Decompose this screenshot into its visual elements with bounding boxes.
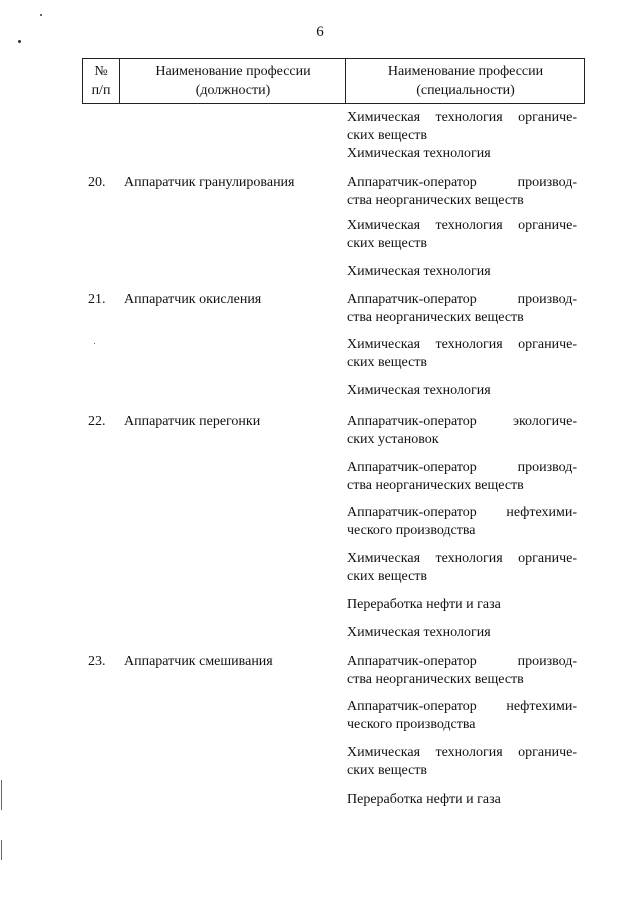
specialty-line: ческого производства (347, 523, 476, 538)
page-number: 6 (316, 24, 324, 40)
specialty-line: Аппаратчик-оператор производ- (347, 175, 577, 190)
specialty-line: ства неорганических веществ (347, 193, 524, 208)
specialty-line: Переработка нефти и газа (347, 792, 501, 807)
specialty-line: Химическая технология органиче- (347, 551, 577, 566)
scan-speck (40, 14, 42, 16)
specialty-line: ских веществ (347, 569, 428, 584)
specialty-line: ческого производства (347, 717, 476, 732)
header-specialty-line1: Наименование профессии (387, 64, 544, 79)
scan-edge-mark (1, 840, 2, 860)
specialty-line: ских веществ (347, 355, 428, 370)
row-number: 22. (88, 414, 106, 429)
specialty-line: Химическая технология органиче- (347, 745, 577, 760)
specialty-line: Химическая технология органиче- (347, 218, 577, 233)
specialty-line: Аппаратчик-оператор производ- (347, 292, 577, 307)
row-number: 20. (88, 175, 106, 190)
specialty-line: Химическая технология (347, 264, 491, 279)
position-name: Аппаратчик гранулирования (124, 175, 295, 190)
header-col-position (119, 59, 346, 103)
specialty-line: Аппаратчик-оператор производ- (347, 654, 577, 669)
header-col-specialty (345, 59, 585, 103)
table-header (82, 58, 585, 104)
header-position-line2: (должности) (195, 83, 271, 98)
header-number-line1: № (94, 64, 108, 79)
specialty-line: Аппаратчик-оператор нефтехими- (347, 699, 577, 714)
scan-speck (94, 343, 95, 344)
specialty-line: Аппаратчик-оператор производ- (347, 460, 577, 475)
specialty-line: ства неорганических веществ (347, 478, 524, 493)
specialty-line: ских веществ (347, 763, 428, 778)
specialty-line: Переработка нефти и газа (347, 597, 501, 612)
scan-speck (18, 40, 21, 43)
specialty-line: Аппаратчик-оператор экологиче- (347, 414, 577, 429)
scan-edge-mark (1, 780, 2, 810)
specialty-line: Аппаратчик-оператор нефтехими- (347, 505, 577, 520)
row-number: 21. (88, 292, 106, 307)
position-name: Аппаратчик окисления (124, 292, 262, 307)
specialty-line: Химическая технология органиче- (347, 110, 577, 125)
specialty-line: Химическая технология (347, 146, 491, 161)
specialty-line: ских веществ (347, 236, 428, 251)
specialty-line: ских установок (347, 432, 439, 447)
specialty-line: ства неорганических веществ (347, 672, 524, 687)
row-number: 23. (88, 654, 106, 669)
specialty-line: Химическая технология (347, 383, 491, 398)
header-col-number (83, 59, 119, 103)
specialty-line: ских веществ (347, 128, 428, 143)
specialty-line: Химическая технология (347, 625, 491, 640)
position-name: Аппаратчик смешивания (124, 654, 273, 669)
specialty-line: ства неорганических веществ (347, 310, 524, 325)
specialty-line: Химическая технология органиче- (347, 337, 577, 352)
header-number-line2: п/п (91, 83, 111, 98)
position-name: Аппаратчик перегонки (124, 414, 261, 429)
header-specialty-line2: (специальности) (416, 83, 515, 98)
header-position-line1: Наименование профессии (155, 64, 311, 79)
